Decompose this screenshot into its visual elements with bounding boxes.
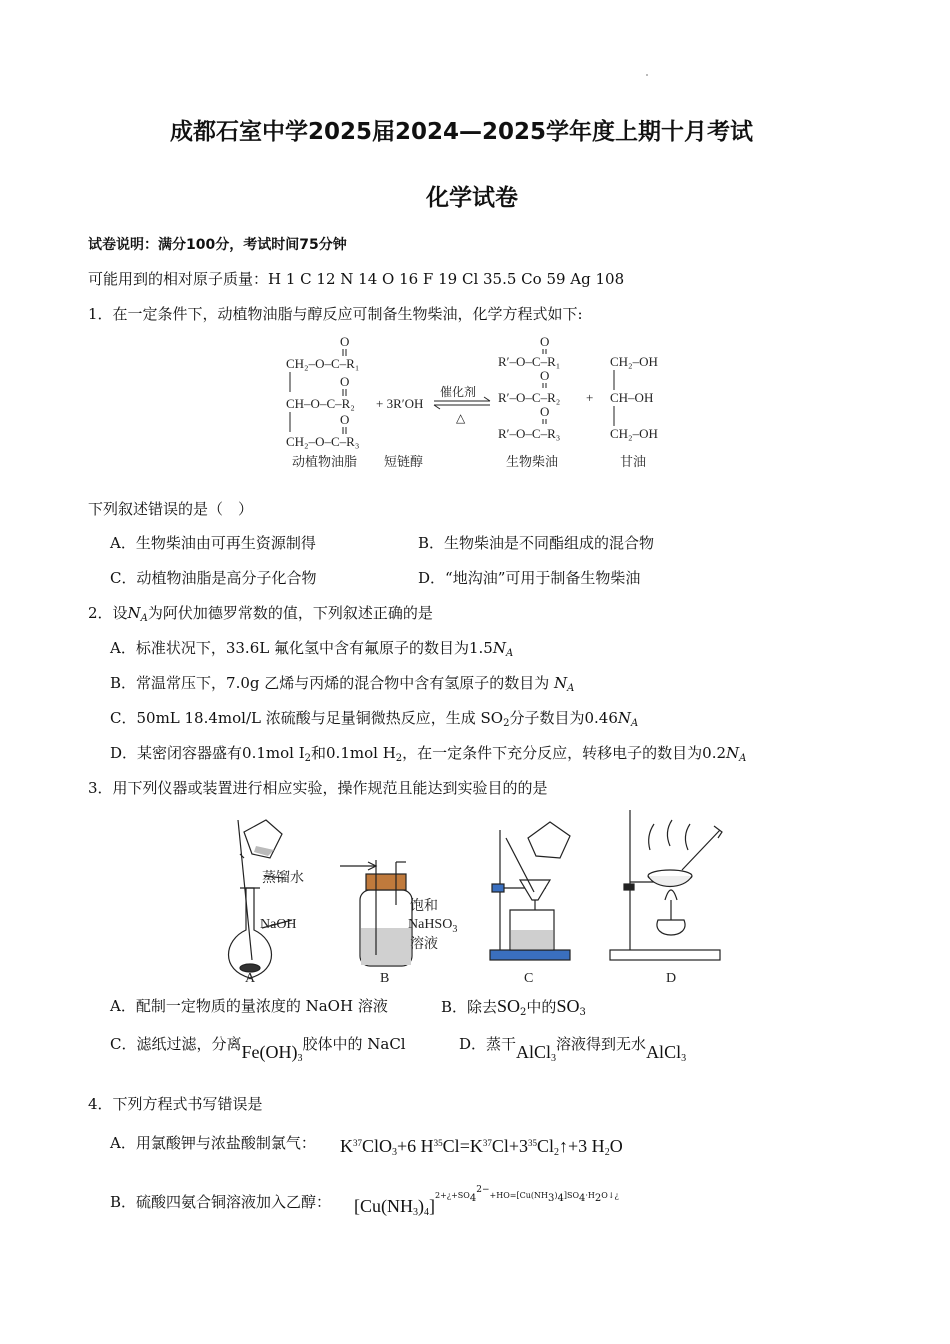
prod-carbonyl-o-2: O [540,368,550,383]
q1-option-a: A．生物柴油由可再生资源制得 [110,534,316,552]
exam-note: 试卷说明：满分100分，考试时间75分钟 [88,237,347,253]
q2-option-c: C．50mL 18.4mol/L 浓硫酸与足量铜微热反应，生成 $SO_2$分子数目为$0.46N_A$ [110,709,639,729]
label-glycerol: 甘油 [620,455,647,470]
q1-option-d: D．“地沟油”可用于制备生物柴油 [418,569,641,587]
q2-option-b: B．常温常压下，7.0g 乙烯与丙烯的混合物中含有氢原子的数目为 $N_A$ [110,674,575,694]
glycerol-row-2: CH–OH [610,390,654,405]
carbonyl-o-3: O [340,412,350,427]
label-b: B [380,971,390,986]
plus-glycerol: + [586,390,594,405]
atomic-masses: 可能用到的相对原子质量：H 1 C 12 N 14 O 16 F 19 Cl 35.5 Co 59 Ag 108 [88,270,625,288]
label-distilled-water: 蒸馏水 [262,871,304,886]
carbonyl-o-1: O [340,334,350,349]
exam-title: 成都石室中学2025届2024—2025学年度上期十月考试 [170,119,754,145]
q3-option-b: B．除去$SO_2$中的$SO_3$ [441,996,586,1018]
label-d: D [666,971,677,986]
glycerol-row-3: CH₂–OH [610,426,658,441]
apparatus-d [610,810,722,960]
label-naoh: NaOH [260,917,297,932]
label-nahso3: NaHSO$_3$ [408,917,458,935]
label-fat: 动植物油脂 [292,455,358,470]
q3-option-d: D．蒸干AlCl$_3$溶液得到无水AlCl$_3$ [459,1035,687,1064]
q1-stem: 1．在一定条件下，动植物油脂与醇反应可制备生物柴油，化学方程式如下: [88,305,583,323]
q4-option-b-equation: $[Cu(NH_3)_4]^{2+¿+SO_4^{2-}+HO=[Cu(NH_3)_4]SO_4\cdot H_2O↓¿}$ [354,1185,619,1218]
q1-ask: 下列叙述错误的是（ ） [88,500,254,518]
q2-option-d: D．某密闭容器盛有0.1mol $I_2$和0.1mol $H_2$，在一定条件下充分反应，转移电子的数目为$0.2N_A$ [110,744,747,764]
label-c: C [524,971,534,986]
prod-carbonyl-o-3: O [540,404,550,419]
q3-option-a: A．配制一定物质的量浓度的 NaOH 溶液 [110,997,388,1015]
corner-dot [646,74,648,76]
label-a: A [245,971,256,986]
biodiesel-row-1: R′–O–C–R₁ [498,354,561,369]
prod-carbonyl-o-1: O [540,334,550,349]
carbonyl-o-2: O [340,374,350,389]
q3-stem: 3．用下列仪器或装置进行相应实验，操作规范且能达到实验目的的是 [88,779,548,797]
fat-row-1: CH₂–O–C–R₁ [286,356,360,371]
q4-option-b-label: B．硫酸四氨合铜溶液加入乙醇： [110,1193,332,1211]
biodiesel-row-3: R′–O–C–R₃ [498,426,561,441]
catalyst-label: 催化剂 [440,385,477,399]
apparatus-a [229,820,293,978]
label-alcohol: 短链醇 [384,455,424,470]
q1-option-c: C．动植物油脂是高分子化合物 [110,569,317,587]
q4-stem: 4．下列方程式书写错误是 [88,1095,263,1113]
q1-option-b: B．生物柴油是不同酯组成的混合物 [418,534,655,552]
apparatus-c [490,822,570,960]
label-saturated: 饱和 [410,899,438,914]
q4-option-a-label: A．用氯酸钾与浓盐酸制氯气： [110,1134,316,1152]
label-biodiesel: 生物柴油 [506,455,559,470]
glycerol-row-1: CH₂–OH [610,354,658,369]
q1-reaction-figure [280,334,680,474]
fat-row-3: CH₂–O–C–R₃ [286,434,360,449]
biodiesel-row-2: R′–O–C–R₂ [498,390,561,405]
q2-option-a: A．标准状况下，33.6L 氟化氢中含有氟原子的数目为$1.5N_A$ [110,639,514,659]
q3-option-c: C．滤纸过滤，分离$Fe(OH)_3$胶体中的 NaCl [110,1035,406,1064]
heat-symbol: △ [456,411,466,425]
label-solution: 溶液 [410,937,438,952]
plus-alcohol: + 3R′OH [376,396,424,411]
q2-stem: 2．设$N_A$为阿伏加德罗常数的值，下列叙述正确的是 [88,604,433,624]
q4-option-a-equation: $K^{37}ClO_3+6$ $H^{35}Cl=K^{37}Cl+3^{35}Cl_2↑+3$ $H_2O$ [340,1136,623,1158]
fat-row-2: CH–O–C–R₂ [286,396,355,411]
apparatus-b [340,860,412,966]
exam-subtitle: 化学试卷 [426,185,518,211]
q3-apparatus-figure [210,810,740,990]
